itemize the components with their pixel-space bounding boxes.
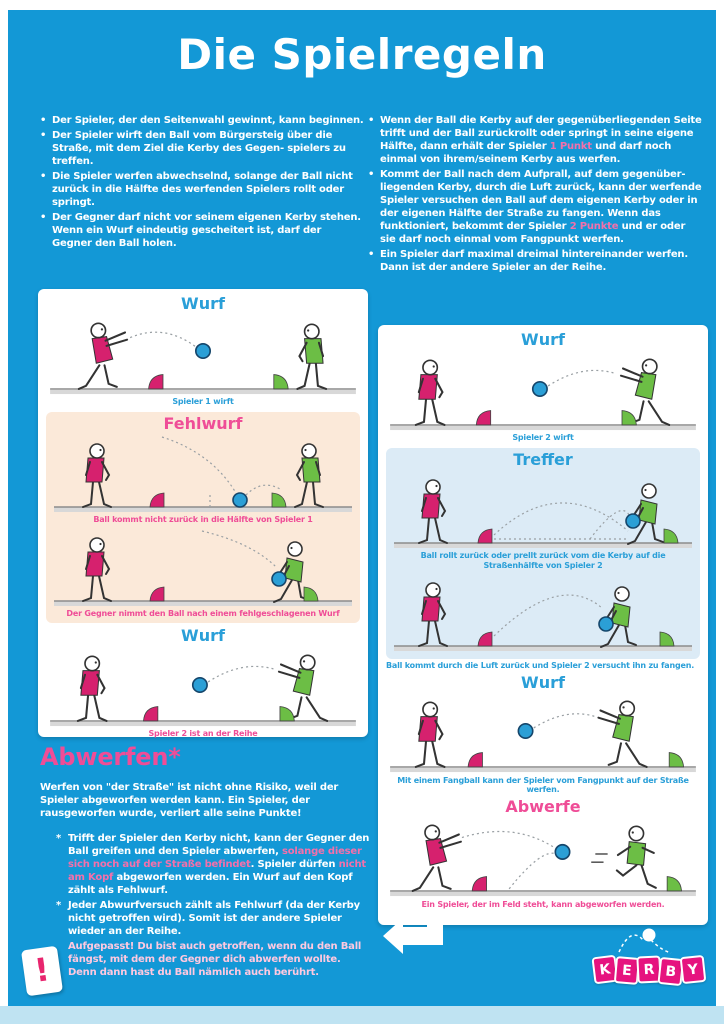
bullet-marker: • [368,249,375,260]
logo-letter-tile: R [636,955,661,983]
scene-caption: Spieler 1 wirft [172,396,234,406]
kerb-pink-icon [150,493,164,507]
player1-figure [83,538,111,601]
player1-figure [413,826,461,892]
bullet-marker: • [40,171,47,182]
scene-wurf-spieler2-wirft [386,331,700,444]
ball-icon [626,514,640,528]
ball-icon [518,724,532,738]
rules-column-right [368,114,702,276]
kerb-pink-icon [143,706,157,720]
rule-item [40,211,364,250]
logo-letter-tile: E [614,956,640,985]
ball-icon [533,381,547,395]
kerby-logo [585,926,713,983]
scene-wurf-spieler1 [46,295,360,408]
section-heading: Abwerfen* [40,743,181,771]
scene-heading: Wurf [181,294,225,313]
kerb-pink-icon [476,410,490,424]
bullet-marker: • [40,130,47,141]
kerb-green-icon [280,706,294,720]
logo-letter-tile: B [657,957,684,986]
illustration-card-left [38,289,368,737]
asterisk-marker: * [56,900,62,912]
bullet-marker: • [368,169,375,180]
scene-treffer-2 [390,572,696,656]
ball-icon [272,572,286,586]
rule-item [56,832,372,897]
rule-highlight: solange dieser sich noch auf der Straße befindet [68,846,362,871]
scene-caption: Ein Spieler, der im Feld steht, kann abgeworfen werden. [421,899,665,909]
scene-caption: Mit einem Fangball kann der Spieler vom Fangpunkt auf der Straße werfen. [397,775,689,795]
illustration-wurf-spieler1 [46,313,360,399]
bottom-strip [0,1006,724,1024]
rule-item [368,114,702,166]
player1-figure [79,323,127,389]
ball-icon [193,678,207,692]
kerb-green-icon [660,632,674,646]
player2-figure [617,827,656,889]
player1-figure [83,444,111,507]
abwerfen-section [32,742,372,991]
ball-icon [196,343,210,357]
player1-figure [419,480,447,543]
kerb-green-icon [622,410,636,424]
player2-figure [598,702,646,768]
scene-heading: Wurf [521,672,565,692]
rule-item [40,170,364,209]
scene-caption: Spieler 2 ist an der Reihe [148,728,258,738]
kerb-pink-icon [472,877,486,891]
scene-wurf-spieler2 [46,627,360,740]
illustration-treffer-1 [390,469,696,553]
rule-item [368,168,702,246]
rule-item [56,899,372,938]
panel-heading: Treffer [513,450,573,470]
scene-heading: Wurf [521,330,565,349]
kerb-green-icon [272,493,286,507]
illustration-treffer-2 [390,572,696,656]
kerb-pink-icon [478,529,492,543]
panel-heading: Fehlwurf [163,414,243,434]
scene-caption: Ball kommt nicht zurück in die Hälfte von Spieler 1 [93,514,313,524]
logo-ball-icon [589,926,709,956]
treffer-panel [386,448,700,659]
player2-figure [297,324,326,389]
kerb-pink-icon [150,587,164,601]
rule-text: Kommt der Ball nach dem Aufprall, auf dem gegenüber- liegenden Kerby, durch die Luft zurück, kann der werfende Spieler versuchen den Ball auf dem eigenen Kerby oder in der eigenen Hälfte der Straße zu fangen. Wenn das funktioniert, bekommt der Spieler 2 Punkte und er oder sie darf noch einmal vom Fangpunkt werfen. [380,169,702,245]
scene-fehlwurf-2 [50,527,356,621]
scene-caption: Spieler 2 wirft [512,432,574,442]
rule-text: Jeder Abwurfversuch zählt als Fehlwurf (da der Kerby nicht getroffen wird). Somit ist der andere Spieler wieder an der Reihe. [68,900,360,938]
rule-text: Der Spieler wirft den Ball vom Bürgersteig über die Straße, mit dem Ziel die Kerby des Gegen- spielers zu treffen. [52,130,346,167]
ball-icon [599,617,613,631]
illustration-wurf-fangpunkt [386,691,700,777]
kerb-green-icon [667,877,681,891]
scene-fehlwurf-1 [50,433,356,527]
illustration-abwerfe [386,815,700,901]
player2-figure [295,444,323,507]
ball-icon [555,845,569,859]
kerb-green-icon [664,529,678,543]
illustration-wurf-spieler2 [46,645,360,731]
scene-caption: Der Gegner nimmt den Ball nach einem fehlgeschlagenen Wurf [66,608,340,618]
player1-figure [416,360,445,425]
rule-highlight: nicht am Kopf [68,859,366,884]
illustration-card-right [378,325,708,925]
logo-letter-tile: Y [680,955,707,984]
points-highlight: 1 Punkt [549,141,592,152]
kerb-pink-icon [478,632,492,646]
kerb-green-icon [669,753,683,767]
rule-text: Wenn der Ball die Kerby auf der gegenüberliegenden Seite trifft und der Ball zurückrollt oder springt in seine eigene Hälfte, dann erhält der Spieler 1 Punkt und darf noch einmal von ihrem/seinem Kerby aus werfen. [380,115,702,165]
bullet-marker: • [40,212,47,223]
points-highlight: 2 Punkte [569,221,619,232]
rule-text: Die Spieler werfen abwechselnd, solange der Ball nicht zurück in die Hälfte des werfenden Spielers rollt oder springt. [52,171,353,208]
logo-tiles [585,956,713,983]
page-title: Die Spielregeln [177,30,547,79]
illustration-fehlwurf-1 [50,433,356,517]
logo-letter-tile: K [591,955,618,985]
kerb-pink-icon [149,374,163,388]
scene-caption: Ball rollt zurück oder prellt zurück vom die Kerby auf die Straßenhälfte von Spieler 2 [420,550,666,570]
rule-item [368,248,702,274]
warning-text: Aufgepasst! Du bist auch getroffen, wenn du den Ball fängst, mit dem der Gegner dich abwerfen wollte. Denn dann hast du Ball nämlich auch berührt. [68,941,362,979]
kerb-green-icon [304,587,318,601]
rule-text: Trifft der Spieler den Kerby nicht, kann der Gegner den Ball greifen und den Spieler abwerfen, solange dieser sich noch auf der Straße befindet. Spieler dürfen nicht am Kopf abgeworfen werden. Ein Wurf auf den Kopf zählt als Fehlwurf. [68,833,370,897]
abwerfen-intro: Werfen von "der Straße" ist nicht ohne Risiko, weil der Spieler abgeworfen werden kann. Ein Spieler, der rausgeworfen wurde, verliert alle seine Punkte! [40,782,339,820]
ball-icon [233,493,247,507]
rule-item [40,129,364,168]
scene-heading: Abwerfe [505,796,581,816]
rule-text: Ein Spieler darf maximal dreimal hintereinander werfen. Dann ist der andere Spieler an der Reihe. [380,249,688,273]
kerb-green-icon [274,374,288,388]
rule-text: Der Spieler, der den Seitenwahl gewinnt, kann beginnen. [52,115,364,126]
rule-text: Der Gegner darf nicht vor seinem eigenen Kerby stehen. Wenn ein Wurf eindeutig gescheitert ist, darf der Gegner den Ball holen. [52,212,361,249]
player1-figure [419,583,447,646]
abwerfen-bullets [40,832,372,938]
arrow-left-icon [383,912,445,956]
scene-heading: Wurf [181,626,225,646]
fehlwurf-panel [46,412,360,623]
asterisk-marker: * [56,833,62,845]
player1-figure [78,656,107,721]
rules-column-left [40,114,364,252]
scene-treffer-1 [390,469,696,572]
bullet-marker: • [40,115,47,126]
kerb-pink-icon [468,753,482,767]
exclamation-icon: ! [21,946,63,997]
player1-figure [416,703,445,768]
scene-abwerfe [386,798,700,911]
illustration-fehlwurf-2 [50,527,356,611]
warning-note [32,940,372,991]
rule-item [40,114,364,127]
illustration-wurf-spieler2-wirft [386,349,700,435]
scene-wurf-fangpunkt [386,674,700,797]
treffer-caption-2: Ball kommt durch die Luft zurück und Spieler 2 versucht ihn zu fangen. [386,661,695,671]
bullet-marker: • [368,115,375,126]
poster-background [8,10,716,1006]
